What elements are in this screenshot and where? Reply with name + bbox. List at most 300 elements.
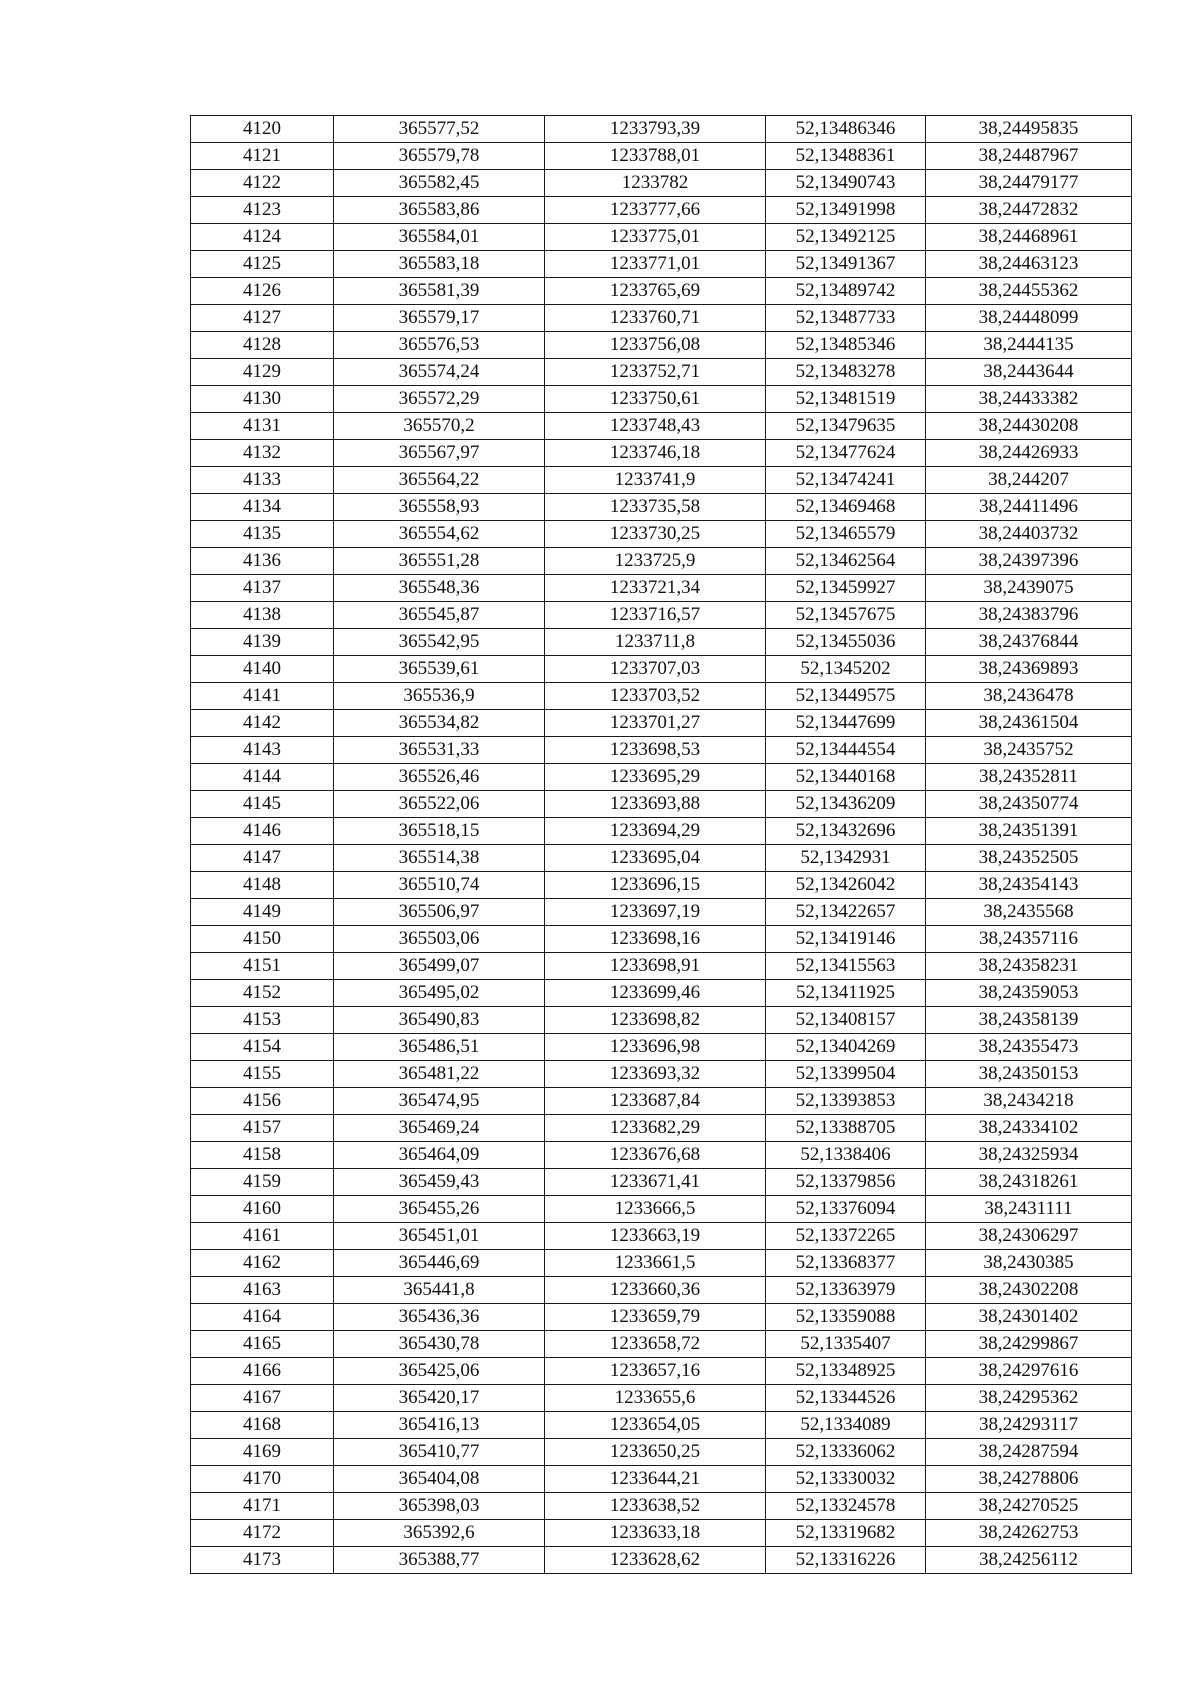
table-row bbox=[191, 359, 1132, 386]
point-number-cell: 4172 bbox=[191, 1520, 334, 1547]
longitude-cell: 38,24463123 bbox=[926, 251, 1132, 278]
longitude-cell: 38,24352505 bbox=[926, 845, 1132, 872]
x-coordinate-cell: 365558,93 bbox=[334, 494, 545, 521]
latitude-cell: 52,13348925 bbox=[766, 1358, 926, 1385]
longitude-cell: 38,24495835 bbox=[926, 116, 1132, 143]
longitude-cell: 38,24352811 bbox=[926, 764, 1132, 791]
table-row bbox=[191, 1439, 1132, 1466]
latitude-cell: 52,13393853 bbox=[766, 1088, 926, 1115]
latitude-cell: 52,13408157 bbox=[766, 1007, 926, 1034]
y-coordinate-cell: 1233771,01 bbox=[545, 251, 766, 278]
x-coordinate-cell: 365583,86 bbox=[334, 197, 545, 224]
y-coordinate-cell: 1233698,91 bbox=[545, 953, 766, 980]
y-coordinate-cell: 1233694,29 bbox=[545, 818, 766, 845]
table-row bbox=[191, 710, 1132, 737]
longitude-cell: 38,2436478 bbox=[926, 683, 1132, 710]
point-number-cell: 4167 bbox=[191, 1385, 334, 1412]
x-coordinate-cell: 365506,97 bbox=[334, 899, 545, 926]
longitude-cell: 38,24468961 bbox=[926, 224, 1132, 251]
longitude-cell: 38,24256112 bbox=[926, 1547, 1132, 1574]
table-row bbox=[191, 1061, 1132, 1088]
x-coordinate-cell: 365572,29 bbox=[334, 386, 545, 413]
x-coordinate-cell: 365579,17 bbox=[334, 305, 545, 332]
point-number-cell: 4160 bbox=[191, 1196, 334, 1223]
latitude-cell: 52,13368377 bbox=[766, 1250, 926, 1277]
latitude-cell: 52,13492125 bbox=[766, 224, 926, 251]
table-row bbox=[191, 1115, 1132, 1142]
y-coordinate-cell: 1233698,53 bbox=[545, 737, 766, 764]
table-row bbox=[191, 1358, 1132, 1385]
latitude-cell: 52,13457675 bbox=[766, 602, 926, 629]
latitude-cell: 52,13411925 bbox=[766, 980, 926, 1007]
longitude-cell: 38,24433382 bbox=[926, 386, 1132, 413]
table-row bbox=[191, 602, 1132, 629]
y-coordinate-cell: 1233638,52 bbox=[545, 1493, 766, 1520]
table-row bbox=[191, 899, 1132, 926]
x-coordinate-cell: 365567,97 bbox=[334, 440, 545, 467]
point-number-cell: 4138 bbox=[191, 602, 334, 629]
latitude-cell: 52,13459927 bbox=[766, 575, 926, 602]
x-coordinate-cell: 365441,8 bbox=[334, 1277, 545, 1304]
y-coordinate-cell: 1233696,15 bbox=[545, 872, 766, 899]
x-coordinate-cell: 365522,06 bbox=[334, 791, 545, 818]
point-number-cell: 4147 bbox=[191, 845, 334, 872]
table-row bbox=[191, 251, 1132, 278]
longitude-cell: 38,2435568 bbox=[926, 899, 1132, 926]
longitude-cell: 38,24306297 bbox=[926, 1223, 1132, 1250]
longitude-cell: 38,2431111 bbox=[926, 1196, 1132, 1223]
point-number-cell: 4132 bbox=[191, 440, 334, 467]
y-coordinate-cell: 1233655,6 bbox=[545, 1385, 766, 1412]
latitude-cell: 52,13376094 bbox=[766, 1196, 926, 1223]
table-row bbox=[191, 521, 1132, 548]
point-number-cell: 4154 bbox=[191, 1034, 334, 1061]
latitude-cell: 52,13316226 bbox=[766, 1547, 926, 1574]
y-coordinate-cell: 1233650,25 bbox=[545, 1439, 766, 1466]
latitude-cell: 52,13491367 bbox=[766, 251, 926, 278]
x-coordinate-cell: 365574,24 bbox=[334, 359, 545, 386]
x-coordinate-cell: 365490,83 bbox=[334, 1007, 545, 1034]
y-coordinate-cell: 1233696,98 bbox=[545, 1034, 766, 1061]
longitude-cell: 38,24354143 bbox=[926, 872, 1132, 899]
table-row bbox=[191, 1088, 1132, 1115]
point-number-cell: 4168 bbox=[191, 1412, 334, 1439]
x-coordinate-cell: 365564,22 bbox=[334, 467, 545, 494]
y-coordinate-cell: 1233659,79 bbox=[545, 1304, 766, 1331]
point-number-cell: 4144 bbox=[191, 764, 334, 791]
table-row bbox=[191, 656, 1132, 683]
longitude-cell: 38,2444135 bbox=[926, 332, 1132, 359]
latitude-cell: 52,13432696 bbox=[766, 818, 926, 845]
longitude-cell: 38,24369893 bbox=[926, 656, 1132, 683]
point-number-cell: 4159 bbox=[191, 1169, 334, 1196]
y-coordinate-cell: 1233654,05 bbox=[545, 1412, 766, 1439]
point-number-cell: 4170 bbox=[191, 1466, 334, 1493]
y-coordinate-cell: 1233657,16 bbox=[545, 1358, 766, 1385]
latitude-cell: 52,13444554 bbox=[766, 737, 926, 764]
latitude-cell: 52,13447699 bbox=[766, 710, 926, 737]
coordinates-table bbox=[190, 115, 1132, 1574]
latitude-cell: 52,13449575 bbox=[766, 683, 926, 710]
table-row bbox=[191, 1007, 1132, 1034]
y-coordinate-cell: 1233695,29 bbox=[545, 764, 766, 791]
x-coordinate-cell: 365416,13 bbox=[334, 1412, 545, 1439]
point-number-cell: 4148 bbox=[191, 872, 334, 899]
table-row bbox=[191, 548, 1132, 575]
point-number-cell: 4150 bbox=[191, 926, 334, 953]
latitude-cell: 52,1338406 bbox=[766, 1142, 926, 1169]
latitude-cell: 52,13486346 bbox=[766, 116, 926, 143]
latitude-cell: 52,13483278 bbox=[766, 359, 926, 386]
x-coordinate-cell: 365474,95 bbox=[334, 1088, 545, 1115]
longitude-cell: 38,24270525 bbox=[926, 1493, 1132, 1520]
y-coordinate-cell: 1233695,04 bbox=[545, 845, 766, 872]
x-coordinate-cell: 365392,6 bbox=[334, 1520, 545, 1547]
longitude-cell: 38,24455362 bbox=[926, 278, 1132, 305]
longitude-cell: 38,24487967 bbox=[926, 143, 1132, 170]
longitude-cell: 38,24397396 bbox=[926, 548, 1132, 575]
latitude-cell: 52,13419146 bbox=[766, 926, 926, 953]
x-coordinate-cell: 365464,09 bbox=[334, 1142, 545, 1169]
x-coordinate-cell: 365534,82 bbox=[334, 710, 545, 737]
x-coordinate-cell: 365398,03 bbox=[334, 1493, 545, 1520]
longitude-cell: 38,24295362 bbox=[926, 1385, 1132, 1412]
x-coordinate-cell: 365486,51 bbox=[334, 1034, 545, 1061]
longitude-cell: 38,24479177 bbox=[926, 170, 1132, 197]
y-coordinate-cell: 1233663,19 bbox=[545, 1223, 766, 1250]
y-coordinate-cell: 1233725,9 bbox=[545, 548, 766, 575]
longitude-cell: 38,24426933 bbox=[926, 440, 1132, 467]
x-coordinate-cell: 365545,87 bbox=[334, 602, 545, 629]
table-row bbox=[191, 818, 1132, 845]
table-row bbox=[191, 224, 1132, 251]
x-coordinate-cell: 365451,01 bbox=[334, 1223, 545, 1250]
table-row bbox=[191, 980, 1132, 1007]
point-number-cell: 4131 bbox=[191, 413, 334, 440]
x-coordinate-cell: 365579,78 bbox=[334, 143, 545, 170]
longitude-cell: 38,24358231 bbox=[926, 953, 1132, 980]
longitude-cell: 38,2430385 bbox=[926, 1250, 1132, 1277]
point-number-cell: 4162 bbox=[191, 1250, 334, 1277]
point-number-cell: 4158 bbox=[191, 1142, 334, 1169]
table-row bbox=[191, 305, 1132, 332]
longitude-cell: 38,24293117 bbox=[926, 1412, 1132, 1439]
y-coordinate-cell: 1233661,5 bbox=[545, 1250, 766, 1277]
latitude-cell: 52,13399504 bbox=[766, 1061, 926, 1088]
y-coordinate-cell: 1233658,72 bbox=[545, 1331, 766, 1358]
x-coordinate-cell: 365539,61 bbox=[334, 656, 545, 683]
point-number-cell: 4137 bbox=[191, 575, 334, 602]
latitude-cell: 52,13477624 bbox=[766, 440, 926, 467]
y-coordinate-cell: 1233721,34 bbox=[545, 575, 766, 602]
latitude-cell: 52,13469468 bbox=[766, 494, 926, 521]
table-row bbox=[191, 467, 1132, 494]
latitude-cell: 52,13359088 bbox=[766, 1304, 926, 1331]
y-coordinate-cell: 1233716,57 bbox=[545, 602, 766, 629]
point-number-cell: 4129 bbox=[191, 359, 334, 386]
point-number-cell: 4149 bbox=[191, 899, 334, 926]
point-number-cell: 4156 bbox=[191, 1088, 334, 1115]
latitude-cell: 52,13330032 bbox=[766, 1466, 926, 1493]
latitude-cell: 52,13481519 bbox=[766, 386, 926, 413]
x-coordinate-cell: 365469,24 bbox=[334, 1115, 545, 1142]
latitude-cell: 52,1342931 bbox=[766, 845, 926, 872]
y-coordinate-cell: 1233628,62 bbox=[545, 1547, 766, 1574]
y-coordinate-cell: 1233693,32 bbox=[545, 1061, 766, 1088]
table-row bbox=[191, 1034, 1132, 1061]
x-coordinate-cell: 365459,43 bbox=[334, 1169, 545, 1196]
y-coordinate-cell: 1233748,43 bbox=[545, 413, 766, 440]
point-number-cell: 4122 bbox=[191, 170, 334, 197]
longitude-cell: 38,24351391 bbox=[926, 818, 1132, 845]
y-coordinate-cell: 1233730,25 bbox=[545, 521, 766, 548]
x-coordinate-cell: 365455,26 bbox=[334, 1196, 545, 1223]
table-row bbox=[191, 170, 1132, 197]
y-coordinate-cell: 1233703,52 bbox=[545, 683, 766, 710]
x-coordinate-cell: 365499,07 bbox=[334, 953, 545, 980]
table-row bbox=[191, 278, 1132, 305]
table-row bbox=[191, 1142, 1132, 1169]
point-number-cell: 4152 bbox=[191, 980, 334, 1007]
x-coordinate-cell: 365446,69 bbox=[334, 1250, 545, 1277]
table-row bbox=[191, 1169, 1132, 1196]
point-number-cell: 4169 bbox=[191, 1439, 334, 1466]
x-coordinate-cell: 365410,77 bbox=[334, 1439, 545, 1466]
table-row bbox=[191, 1196, 1132, 1223]
longitude-cell: 38,24411496 bbox=[926, 494, 1132, 521]
y-coordinate-cell: 1233746,18 bbox=[545, 440, 766, 467]
table-row bbox=[191, 953, 1132, 980]
latitude-cell: 52,13479635 bbox=[766, 413, 926, 440]
x-coordinate-cell: 365576,53 bbox=[334, 332, 545, 359]
x-coordinate-cell: 365495,02 bbox=[334, 980, 545, 1007]
x-coordinate-cell: 365542,95 bbox=[334, 629, 545, 656]
x-coordinate-cell: 365554,62 bbox=[334, 521, 545, 548]
table-row bbox=[191, 440, 1132, 467]
latitude-cell: 52,1334089 bbox=[766, 1412, 926, 1439]
table-row bbox=[191, 791, 1132, 818]
longitude-cell: 38,24376844 bbox=[926, 629, 1132, 656]
y-coordinate-cell: 1233735,58 bbox=[545, 494, 766, 521]
longitude-cell: 38,24301402 bbox=[926, 1304, 1132, 1331]
latitude-cell: 52,13490743 bbox=[766, 170, 926, 197]
longitude-cell: 38,24334102 bbox=[926, 1115, 1132, 1142]
table-row bbox=[191, 1277, 1132, 1304]
longitude-cell: 38,24299867 bbox=[926, 1331, 1132, 1358]
x-coordinate-cell: 365514,38 bbox=[334, 845, 545, 872]
y-coordinate-cell: 1233750,61 bbox=[545, 386, 766, 413]
latitude-cell: 52,13319682 bbox=[766, 1520, 926, 1547]
x-coordinate-cell: 365430,78 bbox=[334, 1331, 545, 1358]
y-coordinate-cell: 1233775,01 bbox=[545, 224, 766, 251]
latitude-cell: 52,13462564 bbox=[766, 548, 926, 575]
table-row bbox=[191, 872, 1132, 899]
x-coordinate-cell: 365503,06 bbox=[334, 926, 545, 953]
longitude-cell: 38,24302208 bbox=[926, 1277, 1132, 1304]
latitude-cell: 52,13485346 bbox=[766, 332, 926, 359]
table-row bbox=[191, 683, 1132, 710]
x-coordinate-cell: 365436,36 bbox=[334, 1304, 545, 1331]
latitude-cell: 52,13455036 bbox=[766, 629, 926, 656]
y-coordinate-cell: 1233756,08 bbox=[545, 332, 766, 359]
coordinates-table-body bbox=[191, 116, 1132, 1574]
table-row bbox=[191, 332, 1132, 359]
x-coordinate-cell: 365584,01 bbox=[334, 224, 545, 251]
y-coordinate-cell: 1233752,71 bbox=[545, 359, 766, 386]
table-row bbox=[191, 1466, 1132, 1493]
longitude-cell: 38,24357116 bbox=[926, 926, 1132, 953]
table-row bbox=[191, 575, 1132, 602]
x-coordinate-cell: 365518,15 bbox=[334, 818, 545, 845]
x-coordinate-cell: 365531,33 bbox=[334, 737, 545, 764]
table-row bbox=[191, 143, 1132, 170]
table-row bbox=[191, 764, 1132, 791]
longitude-cell: 38,2439075 bbox=[926, 575, 1132, 602]
table-row bbox=[191, 494, 1132, 521]
latitude-cell: 52,13415563 bbox=[766, 953, 926, 980]
table-row bbox=[191, 1493, 1132, 1520]
longitude-cell: 38,2435752 bbox=[926, 737, 1132, 764]
latitude-cell: 52,13422657 bbox=[766, 899, 926, 926]
latitude-cell: 52,1345202 bbox=[766, 656, 926, 683]
y-coordinate-cell: 1233777,66 bbox=[545, 197, 766, 224]
y-coordinate-cell: 1233666,5 bbox=[545, 1196, 766, 1223]
x-coordinate-cell: 365577,52 bbox=[334, 116, 545, 143]
longitude-cell: 38,24472832 bbox=[926, 197, 1132, 224]
latitude-cell: 52,13388705 bbox=[766, 1115, 926, 1142]
y-coordinate-cell: 1233765,69 bbox=[545, 278, 766, 305]
latitude-cell: 52,13404269 bbox=[766, 1034, 926, 1061]
y-coordinate-cell: 1233707,03 bbox=[545, 656, 766, 683]
point-number-cell: 4135 bbox=[191, 521, 334, 548]
longitude-cell: 38,24448099 bbox=[926, 305, 1132, 332]
y-coordinate-cell: 1233701,27 bbox=[545, 710, 766, 737]
x-coordinate-cell: 365481,22 bbox=[334, 1061, 545, 1088]
latitude-cell: 52,13379856 bbox=[766, 1169, 926, 1196]
table-row bbox=[191, 1250, 1132, 1277]
y-coordinate-cell: 1233788,01 bbox=[545, 143, 766, 170]
point-number-cell: 4126 bbox=[191, 278, 334, 305]
x-coordinate-cell: 365388,77 bbox=[334, 1547, 545, 1574]
point-number-cell: 4155 bbox=[191, 1061, 334, 1088]
y-coordinate-cell: 1233693,88 bbox=[545, 791, 766, 818]
latitude-cell: 52,13465579 bbox=[766, 521, 926, 548]
point-number-cell: 4124 bbox=[191, 224, 334, 251]
x-coordinate-cell: 365581,39 bbox=[334, 278, 545, 305]
x-coordinate-cell: 365583,18 bbox=[334, 251, 545, 278]
x-coordinate-cell: 365404,08 bbox=[334, 1466, 545, 1493]
point-number-cell: 4133 bbox=[191, 467, 334, 494]
point-number-cell: 4141 bbox=[191, 683, 334, 710]
longitude-cell: 38,2443644 bbox=[926, 359, 1132, 386]
longitude-cell: 38,24325934 bbox=[926, 1142, 1132, 1169]
x-coordinate-cell: 365526,46 bbox=[334, 764, 545, 791]
table-row bbox=[191, 1385, 1132, 1412]
latitude-cell: 52,13436209 bbox=[766, 791, 926, 818]
point-number-cell: 4145 bbox=[191, 791, 334, 818]
y-coordinate-cell: 1233644,21 bbox=[545, 1466, 766, 1493]
x-coordinate-cell: 365425,06 bbox=[334, 1358, 545, 1385]
table-row bbox=[191, 1331, 1132, 1358]
latitude-cell: 52,13336062 bbox=[766, 1439, 926, 1466]
latitude-cell: 52,13440168 bbox=[766, 764, 926, 791]
longitude-cell: 38,24361504 bbox=[926, 710, 1132, 737]
y-coordinate-cell: 1233660,36 bbox=[545, 1277, 766, 1304]
table-row bbox=[191, 845, 1132, 872]
y-coordinate-cell: 1233633,18 bbox=[545, 1520, 766, 1547]
x-coordinate-cell: 365551,28 bbox=[334, 548, 545, 575]
table-row bbox=[191, 926, 1132, 953]
longitude-cell: 38,24262753 bbox=[926, 1520, 1132, 1547]
point-number-cell: 4125 bbox=[191, 251, 334, 278]
table-row bbox=[191, 1412, 1132, 1439]
x-coordinate-cell: 365582,45 bbox=[334, 170, 545, 197]
y-coordinate-cell: 1233699,46 bbox=[545, 980, 766, 1007]
point-number-cell: 4164 bbox=[191, 1304, 334, 1331]
point-number-cell: 4165 bbox=[191, 1331, 334, 1358]
latitude-cell: 52,13488361 bbox=[766, 143, 926, 170]
longitude-cell: 38,24350153 bbox=[926, 1061, 1132, 1088]
point-number-cell: 4166 bbox=[191, 1358, 334, 1385]
point-number-cell: 4142 bbox=[191, 710, 334, 737]
longitude-cell: 38,24359053 bbox=[926, 980, 1132, 1007]
longitude-cell: 38,24403732 bbox=[926, 521, 1132, 548]
point-number-cell: 4173 bbox=[191, 1547, 334, 1574]
point-number-cell: 4127 bbox=[191, 305, 334, 332]
latitude-cell: 52,13491998 bbox=[766, 197, 926, 224]
point-number-cell: 4163 bbox=[191, 1277, 334, 1304]
point-number-cell: 4140 bbox=[191, 656, 334, 683]
longitude-cell: 38,24383796 bbox=[926, 602, 1132, 629]
point-number-cell: 4123 bbox=[191, 197, 334, 224]
latitude-cell: 52,13344526 bbox=[766, 1385, 926, 1412]
y-coordinate-cell: 1233698,16 bbox=[545, 926, 766, 953]
point-number-cell: 4161 bbox=[191, 1223, 334, 1250]
y-coordinate-cell: 1233793,39 bbox=[545, 116, 766, 143]
longitude-cell: 38,24318261 bbox=[926, 1169, 1132, 1196]
y-coordinate-cell: 1233697,19 bbox=[545, 899, 766, 926]
y-coordinate-cell: 1233682,29 bbox=[545, 1115, 766, 1142]
latitude-cell: 52,13372265 bbox=[766, 1223, 926, 1250]
longitude-cell: 38,2434218 bbox=[926, 1088, 1132, 1115]
table-row bbox=[191, 1547, 1132, 1574]
latitude-cell: 52,13324578 bbox=[766, 1493, 926, 1520]
table-row bbox=[191, 116, 1132, 143]
table-row bbox=[191, 629, 1132, 656]
table-row bbox=[191, 413, 1132, 440]
point-number-cell: 4157 bbox=[191, 1115, 334, 1142]
point-number-cell: 4139 bbox=[191, 629, 334, 656]
point-number-cell: 4143 bbox=[191, 737, 334, 764]
latitude-cell: 52,13474241 bbox=[766, 467, 926, 494]
x-coordinate-cell: 365548,36 bbox=[334, 575, 545, 602]
point-number-cell: 4121 bbox=[191, 143, 334, 170]
table-row bbox=[191, 1223, 1132, 1250]
longitude-cell: 38,24287594 bbox=[926, 1439, 1132, 1466]
y-coordinate-cell: 1233782 bbox=[545, 170, 766, 197]
point-number-cell: 4128 bbox=[191, 332, 334, 359]
x-coordinate-cell: 365510,74 bbox=[334, 872, 545, 899]
table-row bbox=[191, 737, 1132, 764]
latitude-cell: 52,1335407 bbox=[766, 1331, 926, 1358]
table-row bbox=[191, 197, 1132, 224]
x-coordinate-cell: 365420,17 bbox=[334, 1385, 545, 1412]
longitude-cell: 38,24430208 bbox=[926, 413, 1132, 440]
y-coordinate-cell: 1233741,9 bbox=[545, 467, 766, 494]
longitude-cell: 38,24297616 bbox=[926, 1358, 1132, 1385]
y-coordinate-cell: 1233698,82 bbox=[545, 1007, 766, 1034]
y-coordinate-cell: 1233687,84 bbox=[545, 1088, 766, 1115]
